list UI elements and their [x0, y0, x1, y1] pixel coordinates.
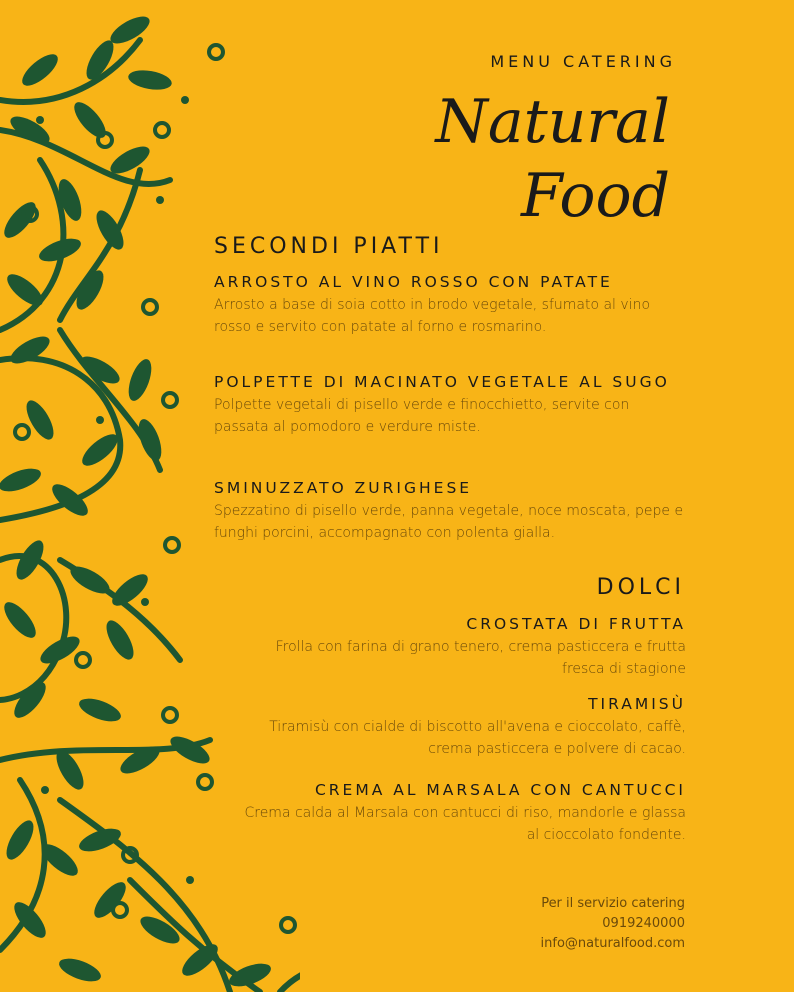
dish-sminuzzato: [214, 476, 686, 544]
dish-polpette: [214, 370, 686, 438]
dish-description: Tiramisù con cialde di biscotto all'avena e cioccolato, caffè, crema pasticcera e polvere di cacao.: [269, 719, 686, 757]
section-title-dolci: DOLCI: [596, 575, 685, 600]
dish-name: POLPETTE DI MACINATO VEGETALE AL SUGO: [214, 373, 670, 391]
dish-name: ARROSTO AL VINO ROSSO CON PATATE: [214, 273, 613, 291]
dish-crostata: [214, 612, 686, 680]
dish-description: Crema calda al Marsala con cantucci di riso, mandorle e glassa al cioccolato fondente.: [244, 805, 686, 843]
section-title-secondi: SECONDI PIATTI: [214, 234, 444, 259]
contact-info: [470, 894, 685, 954]
dish-description: Frolla con farina di grano tenero, crema pasticcera e frutta fresca di stagione: [275, 639, 686, 677]
brand-title-food: Food: [520, 161, 670, 231]
contact-email: info@naturalfood.com: [540, 936, 685, 951]
dish-description: Spezzatino di pisello verde, panna vegetale, noce moscata, pepe e funghi porcini, accompagnato con polenta gialla.: [214, 503, 684, 541]
dish-name: TIRAMISÙ: [588, 695, 686, 713]
contact-line: Per il servizio catering: [541, 896, 685, 911]
dish-description: Arrosto a base di soia cotto in brodo vegetale, sfumato al vino rosso e servito con patate al forno e rosmarino.: [214, 297, 651, 335]
dish-name: CROSTATA DI FRUTTA: [466, 615, 686, 633]
dish-crema-marsala: [214, 778, 686, 846]
contact-phone: 0919240000: [602, 916, 685, 931]
menu-catering-label: MENU CATERING: [490, 52, 676, 71]
dish-name: CREMA AL MARSALA CON CANTUCCI: [314, 781, 686, 799]
dish-name: SMINUZZATO ZURIGHESE: [214, 479, 473, 497]
brand-title-natural: Natural: [435, 87, 670, 157]
dish-arrosto: [214, 270, 686, 338]
dish-tiramisu: [214, 692, 686, 760]
dish-description: Polpette vegetali di pisello verde e finocchietto, servite con passata al pomodoro e verdure miste.: [214, 397, 630, 435]
